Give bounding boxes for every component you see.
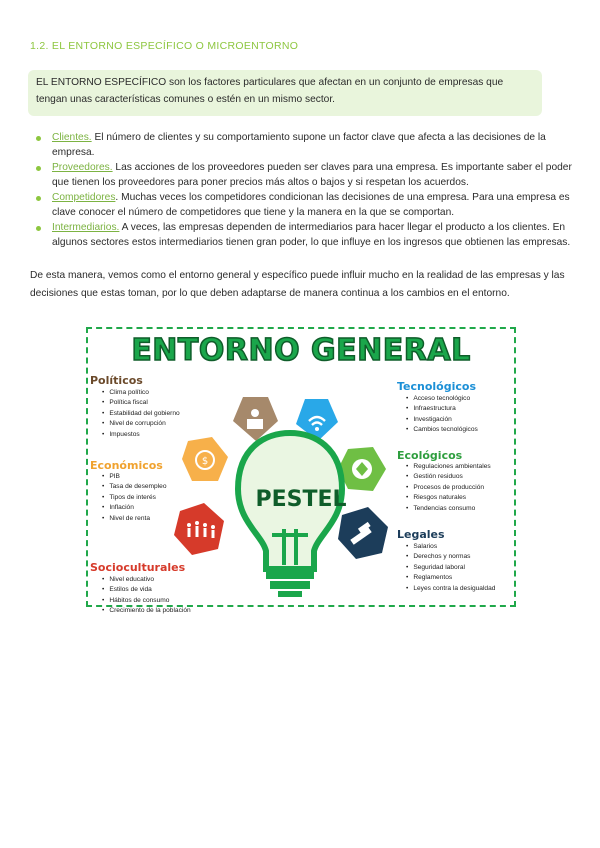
list-item: • Reglamentos [406, 573, 506, 583]
list-item: • Acceso tecnológico [406, 394, 478, 404]
list-item: • Infraestructura [406, 404, 478, 414]
list-item [34, 131, 574, 160]
list-item-text: El número de clientes y su comportamiento supone un factor clave que afecta a las decisiones de la empresa. [52, 132, 546, 158]
bullet-dot-icon [36, 196, 41, 201]
legales-heading: Legales [397, 528, 445, 541]
list-item: • Nivel educativo [102, 575, 191, 585]
list-item: • Cambios tecnológicos [406, 425, 478, 435]
politicos-list [102, 388, 180, 440]
list-item: • Política fiscal [102, 398, 180, 408]
list-item: • Derechos y normas [406, 552, 506, 562]
list-item: • Gestión residuos [406, 472, 491, 482]
svg-text:$: $ [201, 456, 209, 467]
list-item: • Regulaciones ambientales [406, 462, 491, 472]
lightbulb-icon [238, 433, 342, 597]
body-paragraph: De esta manera, vemos como el entorno general y específico puede influir mucho en la realidad de las empresas y las decisiones que estas toman, por lo que deben adaptarse de manera continua a los cambios en el entorno. [30, 270, 565, 299]
list-item: • Investigación [406, 415, 478, 425]
socioculturales-hexagon-icon [174, 503, 224, 555]
list-item: • Nivel de corrupción [102, 419, 180, 429]
list-item: • Hábitos de consumo [102, 596, 191, 606]
list-item: • Tendencias consumo [406, 504, 491, 514]
list-item [34, 191, 574, 220]
list-item-text: Las acciones de los proveedores pueden ser claves para una empresa. Es importante saber el poder que tienen los proveedores para poner precios más altos o bajos y si respetan los acuerdos. [52, 162, 572, 188]
list-item: • Seguridad laboral [406, 563, 506, 573]
list-item: • Impuestos [102, 430, 180, 440]
infographic-title: ENTORNO GENERAL [131, 333, 471, 368]
list-item [34, 221, 574, 250]
list-item: • Nivel de renta [102, 514, 167, 524]
economicos-hexagon-icon [182, 437, 228, 481]
legales-list [406, 542, 506, 594]
bullet-dot-icon [36, 166, 41, 171]
bullet-list [34, 131, 574, 251]
list-item: • Tasa de desempleo [102, 482, 167, 492]
ecologicos-hexagon-icon [338, 447, 386, 491]
socioculturales-list [102, 575, 191, 617]
term-link[interactable]: Proveedores. [52, 162, 113, 173]
term-link[interactable]: Clientes. [52, 132, 92, 143]
list-item: • Leyes contra la desigualdad [406, 584, 506, 594]
bullet-dot-icon [36, 226, 41, 231]
bullet-dot-icon [36, 136, 41, 141]
definition-box: EL ENTORNO ESPECÍFICO son los factores particulares que afectan en un conjunto de empresas que tengan unas características comunes o estén en un mismo sector. [28, 70, 542, 116]
list-item: • Tipos de interés [102, 493, 167, 503]
politicos-heading: Políticos [90, 374, 143, 387]
list-item: • Estilos de vida [102, 585, 191, 595]
tecnologicos-list [406, 394, 478, 436]
pestel-infographic [86, 327, 516, 615]
section-title: 1.2. EL ENTORNO ESPECÍFICO O MICROENTORNO [30, 40, 299, 52]
list-item-text: A veces, las empresas dependen de intermediarios para hacer llegar el producto a los clientes. En algunos sectores estos intermediarios tienen gran poder, lo que influye en los ingresos que obtienen las empresas. [52, 222, 571, 248]
tecnologicos-heading: Tecnológicos [397, 380, 477, 393]
list-item: • Inflación [102, 503, 167, 513]
list-item: • PIB [102, 472, 167, 482]
term-link[interactable]: Competidores [52, 192, 116, 203]
ecologicos-list [406, 462, 491, 514]
list-item-text: . Muchas veces los competidores condicionan las decisiones de una empresa. Para una empresa es clave conocer el número de competidores que tiene y la manera en la que se comportan. [52, 192, 570, 218]
list-item: • Clima político [102, 388, 180, 398]
list-item: • Procesos de producción [406, 483, 491, 493]
legales-hexagon-icon [338, 507, 388, 559]
list-item: • Estabilidad del gobierno [102, 409, 180, 419]
socioculturales-heading: Socioculturales [90, 561, 186, 574]
list-item [34, 161, 574, 190]
pestel-label: PESTEL [255, 487, 347, 512]
term-link[interactable]: Intermediarios. [52, 222, 120, 233]
list-item: • Crecimiento de la población [102, 606, 191, 616]
list-item: • Riesgos naturales [406, 493, 491, 503]
economicos-heading: Económicos [90, 459, 163, 472]
list-item: • Salarios [406, 542, 506, 552]
ecologicos-heading: Ecológicos [397, 449, 463, 462]
economicos-list [102, 472, 167, 524]
